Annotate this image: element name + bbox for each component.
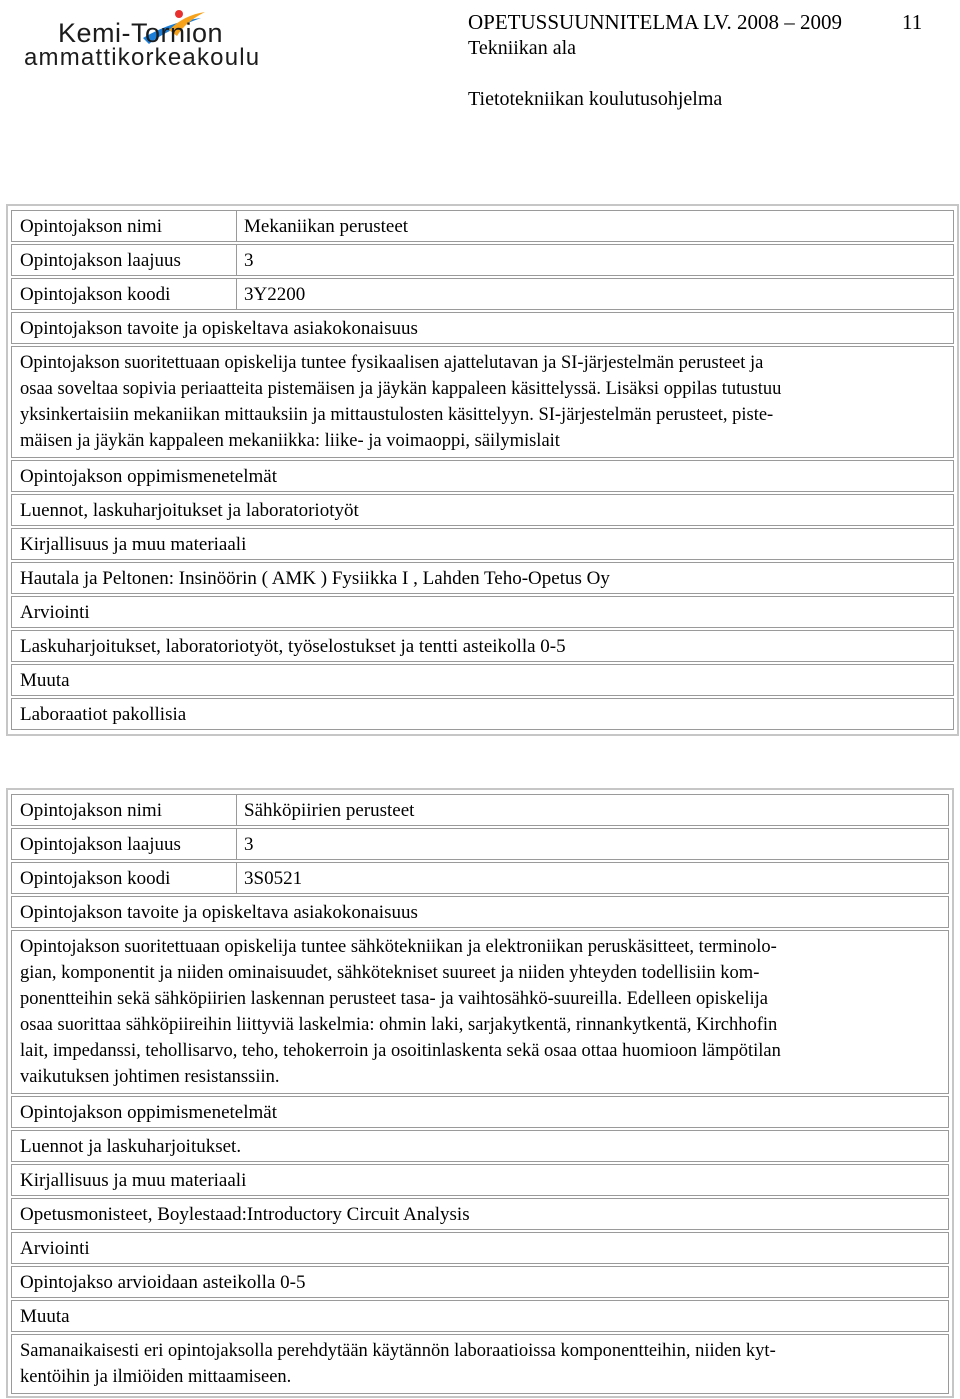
course-literature-heading-row	[11, 1164, 949, 1196]
course-methods-heading-row	[11, 460, 954, 492]
course-methods-row	[11, 494, 954, 526]
course-assessment-heading-row	[11, 596, 954, 628]
logo-line-2: ammattikorkeakoulu	[24, 44, 261, 71]
course-table-2	[6, 788, 954, 1398]
course-assessment-row	[11, 1266, 949, 1298]
course-literature-label: Kirjallisuus ja muu materiaali	[20, 534, 247, 555]
course-other-value: Laboraatiot pakollisia	[20, 704, 187, 725]
course-assessment-value: Opintojakso arvioidaan asteikolla 0-5	[20, 1272, 306, 1293]
logo-line-1: Kemi-Tornion	[58, 18, 224, 48]
course-assessment-heading-row	[11, 1232, 949, 1264]
course-other-row	[11, 698, 954, 730]
course-name-label: Opintojakson nimi	[20, 800, 162, 821]
course-table-1	[6, 204, 959, 736]
course-code-label: Opintojakson koodi	[20, 284, 171, 305]
course-name-label: Opintojakson nimi	[20, 216, 162, 237]
course-literature-row	[11, 562, 954, 594]
course-code-value: 3S0521	[244, 868, 303, 889]
course-goal-text	[20, 350, 947, 454]
goal-line: gian, komponentit ja niiden ominaisuudet, sähkötekniset suureet ja niiden yhteyden todellisiin kom-	[20, 963, 760, 983]
goal-line: Opintojakson suoritettuaan opiskelija tuntee sähkötekniikan ja elektroniikan peruskäsitteet, terminolo-	[20, 937, 777, 957]
goal-line: Opintojakson suoritettuaan opiskelija tuntee fysikaalisen ajattelutavan ja SI-järjestelmän perusteet ja	[20, 353, 764, 373]
other-line: Samanaikaisesti eri opintojaksolla perehdytään käytännön laboraatioissa komponentteihin, niiden kyt-	[20, 1341, 776, 1361]
course-methods-row	[11, 1130, 949, 1162]
course-scope-label: Opintojakson laajuus	[20, 834, 181, 855]
course-name-value: Sähköpiirien perusteet	[244, 800, 415, 821]
course-goal-text	[20, 934, 942, 1090]
course-code-row	[11, 862, 949, 894]
goal-line: mäisen ja jäykän kappaleen mekaniikka: liike- ja voimaoppi, säilymislait	[20, 431, 560, 451]
course-goal-label: Opintojakson tavoite ja opiskeltava asiakokonaisuus	[20, 902, 418, 923]
goal-line: osaa suorittaa sähköpiireihin liittyviä laskelmia: ohmin laki, sarjakytkentä, rinnankytkentä, Kirchhofin	[20, 1015, 778, 1035]
course-scope-label: Opintojakson laajuus	[20, 250, 181, 271]
course-literature-heading-row	[11, 528, 954, 560]
other-line: kentöihin ja ilmiöiden mittaamiseen.	[20, 1367, 292, 1387]
course-code-label: Opintojakson koodi	[20, 868, 171, 889]
course-assessment-label: Arviointi	[20, 1238, 90, 1259]
course-other-heading-row	[11, 664, 954, 696]
course-goal-text-row	[11, 930, 949, 1094]
course-assessment-value: Laskuharjoitukset, laboratoriotyöt, työselostukset ja tentti asteikolla 0-5	[20, 636, 566, 657]
course-methods-value: Luennot ja laskuharjoitukset.	[20, 1136, 242, 1157]
course-literature-row	[11, 1198, 949, 1230]
course-methods-label: Opintojakson oppimismenetelmät	[20, 1102, 277, 1123]
course-goal-label: Opintojakson tavoite ja opiskeltava asiakokonaisuus	[20, 318, 418, 339]
course-name-row	[11, 210, 954, 242]
course-methods-value: Luennot, laskuharjoitukset ja laboratoriotyöt	[20, 500, 359, 521]
course-scope-row	[11, 244, 954, 276]
course-other-heading-row	[11, 1300, 949, 1332]
course-methods-heading-row	[11, 1096, 949, 1128]
course-methods-label: Opintojakson oppimismenetelmät	[20, 466, 277, 487]
course-scope-value: 3	[244, 250, 254, 271]
course-literature-value: Opetusmonisteet, Boylestaad:Introductory Circuit Analysis	[20, 1204, 470, 1225]
course-name-row	[11, 794, 949, 826]
course-literature-label: Kirjallisuus ja muu materiaali	[20, 1170, 247, 1191]
goal-line: vaikutuksen johtimen resistanssiin.	[20, 1067, 280, 1087]
course-assessment-label: Arviointi	[20, 602, 90, 623]
course-literature-value: Hautala ja Peltonen: Insinöörin ( AMK ) Fysiikka I , Lahden Teho-Opetus Oy	[20, 568, 610, 589]
course-goal-heading-row	[11, 312, 954, 344]
goal-line: ponentteihin sekä sähköpiirien laskennan perusteet tasa- ja vaihtosähkö-suureilla. Edelleen opiskelija	[20, 989, 768, 1009]
course-goal-heading-row	[11, 896, 949, 928]
course-code-value: 3Y2200	[244, 284, 306, 305]
course-other-text	[20, 1338, 942, 1390]
course-other-label: Muuta	[20, 1306, 70, 1327]
course-other-label: Muuta	[20, 670, 70, 691]
document-title: OPETUSSUUNNITELMA LV. 2008 – 2009	[468, 10, 842, 34]
field-name: Tekniikan ala	[468, 37, 576, 59]
course-goal-text-row	[11, 346, 954, 458]
page-number: 11	[902, 10, 923, 34]
course-scope-row	[11, 828, 949, 860]
course-assessment-row	[11, 630, 954, 662]
school-logo	[24, 8, 324, 72]
goal-line: yksinkertaisiin mekaniikan mittauksiin ja mittaustulosten käsittelyyn. SI-järjestelmän perusteet, piste-	[20, 405, 774, 425]
course-scope-value: 3	[244, 834, 254, 855]
program-name: Tietotekniikan koulutusohjelma	[468, 88, 723, 110]
course-other-row	[11, 1334, 949, 1394]
course-code-row	[11, 278, 954, 310]
goal-line: osaa soveltaa sopivia periaatteita pistemäisen ja jäykän kappaleen käsittelyssä. Lisäksi oppilas tutustuu	[20, 379, 782, 399]
goal-line: lait, impedanssi, tehollisarvo, teho, tehokerroin ja osoitinlaskenta sekä osaa ottaa huomioon lämpötilan	[20, 1041, 781, 1061]
course-name-value: Mekaniikan perusteet	[244, 216, 409, 237]
